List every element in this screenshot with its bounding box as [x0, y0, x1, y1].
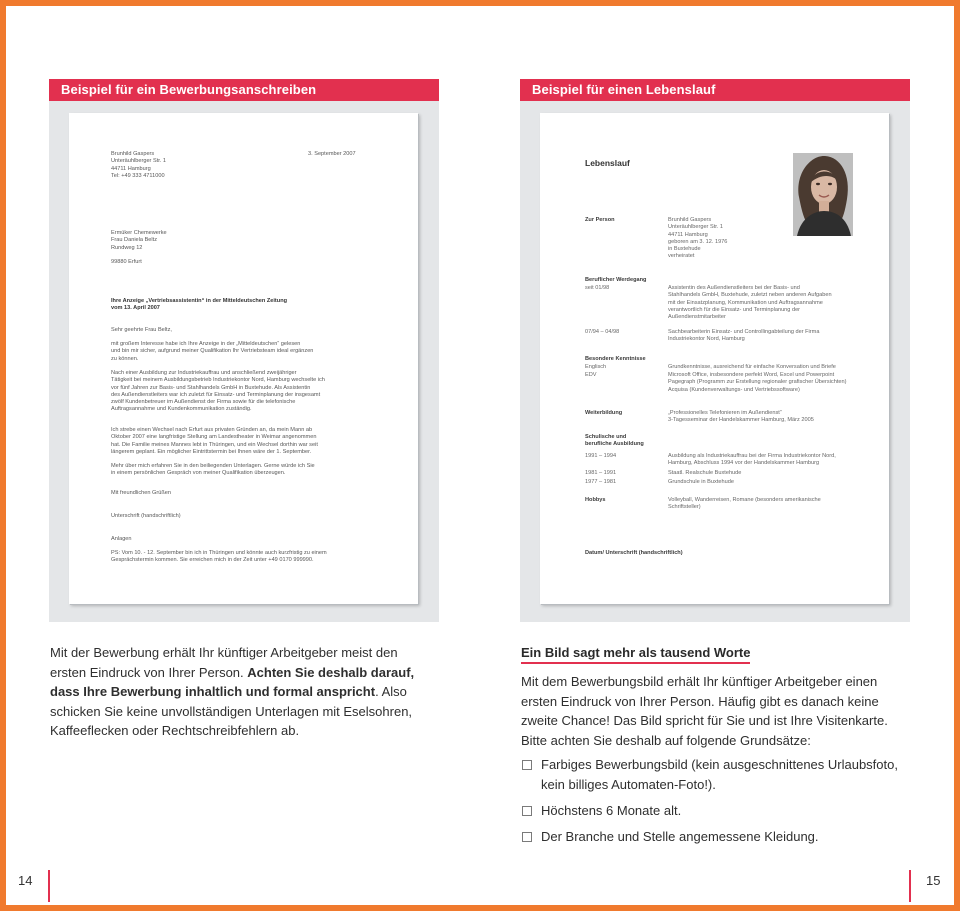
cv-line: Schulische und: [585, 434, 627, 440]
letter-date: 3. September 2007: [308, 151, 356, 157]
cv-line: Sachbearbeiterin Einsatz- und Controllingabteilung der Firma: [668, 329, 820, 335]
letter-line: zwölf Kundenbetreuer im Außendienst der Firma sowie für die telefonische: [111, 399, 296, 406]
ps-line: Gesprächstermin kommen. Sie erreichen mich in der Zeit unter +49 0170 999990.: [111, 557, 314, 564]
body-text-intro: Mit der Bewerbung erhält Ihr künftiger Arbeitgeber meist den ersten Eindruck von Ihrer Person.: [50, 645, 398, 680]
cv-school-entry: Staatl. Realschule Buxtehude: [668, 470, 742, 476]
cv-line: „Professionelles Telefonieren im Außendienst“: [668, 410, 782, 416]
cv-hobbies-entry: [668, 497, 821, 512]
cv-skill-name: Englisch: [585, 364, 607, 370]
subject-line: vom 13. April 2007: [111, 305, 160, 312]
cv-skill-entry: Grundkenntnisse, ausreichend für einfache Konversation und Briefe: [668, 364, 836, 370]
cv-school-entry: [668, 453, 836, 468]
page-rule-left: [48, 870, 50, 902]
cv-line: Stahlhandels GmbH, Buxtehude, zuletzt neben anderen Aufgaben: [668, 292, 832, 299]
letter-line: Oktober 2007 eine langfristige Stellung am Landestheater in Weimar angenommen: [111, 434, 317, 441]
letter-line: des Außendienstleiters war ich zuletzt für Einsatz- und Terminplanung der insgesamt: [111, 391, 321, 398]
cv-skills-label: Besondere Kenntnisse: [585, 356, 646, 362]
recipient-line: 99880 Erfurt: [111, 258, 142, 265]
letter-paragraph-1: [111, 341, 313, 363]
sender-line: Tel: +49 333 4711000: [111, 172, 165, 179]
body-text-end: . Also schicken Sie keine unvollständigen Unterlagen mit Eselsohren, Kaffeeflecken oder Rechtschreibfehlern ab.: [50, 684, 413, 738]
page-rule-right: [909, 870, 911, 902]
portrait-image: [793, 153, 853, 236]
letter-postscript: [111, 550, 327, 565]
cv-career-entry: [668, 329, 819, 344]
cv-line: verantwortlich für die Einsatz- und Terminplanung der: [668, 306, 801, 313]
cv-line: Volleyball, Wanderreisen, Romane (besonders amerikanische: [668, 497, 821, 503]
letter-line: Tätigkeit bei meinem Ausbildungsbetrieb Industriekontor Nord, Hamburg wechselte ich: [111, 377, 325, 384]
cv-line: 3-Tagesseminar der Handelskammer Hamburg, März 2005: [668, 417, 814, 424]
cv-training-label: Weiterbildung: [585, 410, 623, 416]
letter-line: Ich strebe einen Wechsel nach Erfurt aus privaten Gründen an, da mein Mann ab: [111, 427, 313, 433]
cv-school-entry: Grundschule in Buxtehude: [668, 479, 734, 485]
letter-line: Auftragsannahme und Kundenkommunikation zuständig.: [111, 406, 252, 413]
checkbox-icon: [522, 832, 532, 842]
sender-line: Brunhild Gaspers: [111, 151, 155, 157]
right-body-paragraph: Mit dem Bewerbungsbild erhält Ihr künftiger Arbeitgeber einen ersten Eindruck von Ihrer Person. Häufig gibt es danach keine zweite Chance! Das Bild spricht für Sie und ist Ihre Visitenkarte. Bitte achten Sie deshalb auf folgende Grundsätze:: [521, 674, 888, 748]
letter-signature: Unterschrift (handschriftlich): [111, 513, 181, 519]
letter-salutation: Sehr geehrte Frau Beltz,: [111, 327, 172, 333]
checkbox-icon: [522, 806, 532, 816]
checkbox-icon: [522, 760, 532, 770]
brochure-spread: [6, 6, 954, 905]
cv-line: Assistentin des Außendienstleiters bei der Basis- und: [668, 285, 800, 291]
cv-sheet: [540, 113, 889, 604]
checklist-item: Farbiges Bewerbungsbild (kein ausgeschnittenes Urlaubsfoto, kein billiges Automaten-Foto!).: [541, 757, 898, 792]
cv-title: Lebenslauf: [585, 158, 630, 168]
photo-section-heading: Ein Bild sagt mehr als tausend Worte: [521, 645, 750, 664]
cv-school-date: 1991 – 1994: [585, 453, 617, 459]
cv-line: Außendienstmitarbeiter: [668, 314, 726, 321]
cv-school-label: [585, 434, 644, 449]
body-text-emphasis: Achten Sie deshalb darauf, dass Ihre Bewerbung inhaltlich und formal anspricht: [50, 664, 415, 699]
cv-line: Hamburg, Abschluss 1994 vor der Handelskammer Hamburg: [668, 460, 820, 467]
cv-line: verheiratet: [668, 253, 695, 260]
recipient-line: Rundweg 12: [111, 244, 143, 251]
sender-line: Unteräuhlberger Str. 1: [111, 158, 167, 165]
letter-line: Mehr über mich erfahren Sie in den beiliegenden Unterlagen. Gerne würde ich Sie: [111, 463, 315, 469]
letter-line: Nach einer Ausbildung zur Industriekauffrau und anschließend zweijähriger: [111, 370, 297, 376]
cv-line: Unteräuhlberger Str. 1: [668, 224, 724, 231]
letter-paragraph-2: [111, 370, 325, 414]
cv-signature: Datum/ Unterschrift (handschriftlich): [585, 550, 683, 556]
page-number-left: 14: [18, 873, 33, 888]
cv-skill-name: EDV: [585, 372, 597, 378]
recipient-line: Frau Daniela Beltz: [111, 237, 158, 244]
cv-school-date: 1981 – 1991: [585, 470, 617, 476]
cv-line: Acquisa (Kundenverwaltungs- und Vertriebssoftware): [668, 386, 800, 393]
cv-line: Pagegraph (Programm zur Erstellung regionaler grafischer Übersichten): [668, 379, 847, 386]
cv-career-label: Beruflicher Werdegang: [585, 277, 647, 283]
cv-example-header: Beispiel für einen Lebenslauf: [520, 79, 910, 101]
cover-letter-sheet: [69, 113, 418, 604]
letter-line: zu können.: [111, 355, 139, 362]
letter-enclosure: Anlagen: [111, 536, 132, 542]
applicant-photo: [793, 153, 853, 236]
left-body-paragraph: [50, 643, 435, 741]
cv-line: Schriftsteller): [668, 504, 701, 511]
letter-paragraph-4: [111, 463, 315, 478]
cv-line: Ausbildung als Industriekauffrau bei der Firma Industriekontor Nord,: [668, 453, 836, 459]
cv-career-date: seit 01/98: [585, 285, 610, 291]
cv-line: mit der Einsatzplanung, Kommunikation und Auftragsannahme: [668, 299, 823, 306]
letter-line: längerem geplant. Ein möglicher Eintrittstermin bei Ihnen wäre der 1. September.: [111, 448, 312, 455]
checklist-item: Der Branche und Stelle angemessene Kleidung.: [541, 829, 819, 844]
letter-example-header: Beispiel für ein Bewerbungsanschreiben: [49, 79, 439, 101]
letter-closing: Mit freundlichen Grüßen: [111, 490, 172, 496]
letter-subject: [111, 298, 287, 313]
cv-hobbies-label: Hobbys: [585, 497, 606, 503]
checklist-item: Höchstens 6 Monate alt.: [541, 803, 682, 818]
letter-line: in einem persönlichen Gespräch von meiner Qualifikation überzeugen.: [111, 470, 286, 477]
letter-line: vor fünf Jahren zur Basis- und Stahlhandels GmbH in Buxtehude. Als Assistentin: [111, 384, 311, 391]
cv-skill-entry: [668, 372, 846, 394]
cv-career-entry: [668, 285, 832, 321]
cv-line: 44711 Hamburg: [668, 231, 708, 238]
letter-line: hat. Die Familie meines Mannes lebt in Thüringen, und ein Wechsel dorthin war seit: [111, 441, 318, 448]
cv-line: Industriekontor Nord, Hamburg: [668, 336, 745, 343]
letter-sender: [111, 151, 166, 180]
cv-training-entry: [668, 410, 814, 425]
ps-line: PS: Vom 10. - 12. September bin ich in Thüringen und könnte auch kurzfristig zu einem: [111, 550, 327, 556]
cv-line: Microsoft Office, insbesondere perfekt Word, Excel und Powerpoint: [668, 372, 835, 378]
letter-line: mit großem Interesse habe ich Ihre Anzeige in der „Mitteldeutschen“ gelesen: [111, 341, 301, 347]
cv-line: Brunhild Gaspers: [668, 217, 712, 223]
recipient-line: Ermüker Chemewerke: [111, 230, 167, 236]
sender-line: 44711 Hamburg: [111, 165, 151, 172]
subject-line: Ihre Anzeige „Vertriebsassistentin“ in der Mitteldeutschen Zeitung: [111, 298, 288, 304]
cv-line: in Buxtehude: [668, 246, 701, 253]
letter-paragraph-3: [111, 427, 318, 456]
cv-line: geboren am 3. 12. 1976: [668, 238, 728, 245]
cv-career-date: 07/94 – 04/98: [585, 329, 620, 335]
letter-recipient: [111, 230, 167, 266]
cv-person-label: Zur Person: [585, 217, 615, 223]
cv-line: berufliche Ausbildung: [585, 441, 644, 448]
cv-school-date: 1977 – 1981: [585, 479, 617, 485]
letter-line: und bin mir sicher, aufgrund meiner Qualifikation Ihr Vertriebsteam ideal ergänzen: [111, 348, 314, 355]
cv-person-details: [668, 217, 727, 261]
page-number-right: 15: [926, 873, 941, 888]
